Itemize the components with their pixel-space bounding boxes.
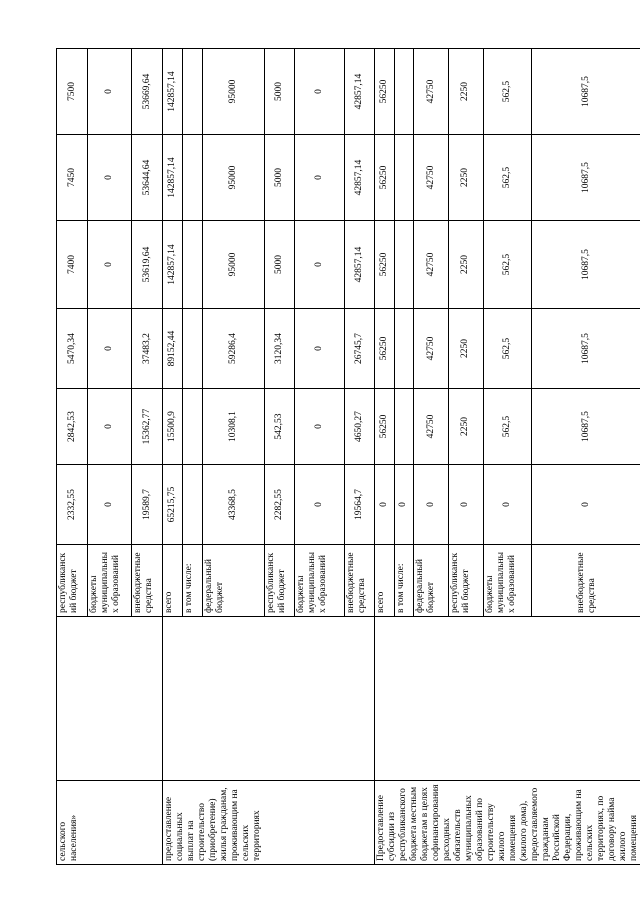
source-cell: в том числе: [394, 545, 414, 617]
value-cell: 89152,44 [163, 309, 183, 389]
value-cell [183, 309, 203, 389]
value-cell: 5470,34 [57, 309, 88, 389]
source-cell: республиканский бюджет [57, 545, 88, 617]
value-cell: 42750 [414, 309, 449, 389]
value-cell: 2842,53 [57, 389, 88, 465]
value-cell: 56250 [375, 135, 395, 221]
source-cell: бюджеты муниципальных образований [88, 545, 132, 617]
value-cell: 7400 [57, 221, 88, 309]
value-cell: 65215,75 [163, 465, 183, 545]
value-cell: 10687,5 [532, 221, 640, 309]
value-cell: 15362,77 [132, 389, 163, 465]
value-cell: 10687,5 [532, 389, 640, 465]
source-cell: внебюджетные средства [345, 545, 375, 617]
value-cell: 2250 [448, 389, 483, 465]
value-cell: 0 [295, 389, 345, 465]
section-name: Предоставление субсидии из республиканского бюджета местным бюджетам в целях софинансирования расходных обязательств муниципальных образований по строительству жилого помещения (жилого дома), предоставляемого гражданам Российской Федерации, проживающим на сельских территориях, по договору найма жилого помещения [375, 781, 640, 865]
value-cell: 0 [88, 309, 132, 389]
value-cell: 562,5 [483, 49, 532, 135]
value-cell: 142857,14 [163, 135, 183, 221]
value-cell: 42857,14 [345, 135, 375, 221]
value-cell: 562,5 [483, 135, 532, 221]
value-cell: 53619,64 [132, 221, 163, 309]
value-cell: 42750 [414, 389, 449, 465]
value-cell: 4650,27 [345, 389, 375, 465]
value-cell: 26745,7 [345, 309, 375, 389]
value-cell [394, 135, 414, 221]
value-cell [394, 309, 414, 389]
value-cell: 56250 [375, 309, 395, 389]
value-cell: 0 [295, 135, 345, 221]
budget-table [56, 48, 640, 865]
value-cell: 0 [532, 465, 640, 545]
value-cell [183, 389, 203, 465]
value-cell: 56250 [375, 389, 395, 465]
value-cell: 0 [295, 309, 345, 389]
value-cell: 0 [295, 221, 345, 309]
value-cell: 2332,55 [57, 465, 88, 545]
value-cell: 5000 [265, 135, 295, 221]
value-cell: 5000 [265, 221, 295, 309]
value-cell: 0 [295, 465, 345, 545]
source-cell: федеральный бюджет [414, 545, 449, 617]
value-cell: 42857,14 [345, 221, 375, 309]
value-cell: 562,5 [483, 221, 532, 309]
section-name: предоставление социальных выплат на строительство (приобретение) жилья гражданам, проживающим на сельских территориях [163, 781, 375, 865]
section-name: сельского населения» [57, 781, 163, 865]
value-cell: 10687,5 [532, 49, 640, 135]
source-cell: всего [375, 545, 395, 617]
value-cell: 10687,5 [532, 135, 640, 221]
value-cell: 0 [295, 49, 345, 135]
value-cell: 43368,5 [203, 465, 265, 545]
value-cell: 10687,5 [532, 309, 640, 389]
value-cell: 53644,64 [132, 135, 163, 221]
value-cell [394, 389, 414, 465]
value-cell: 562,5 [483, 389, 532, 465]
table-row [163, 49, 183, 865]
value-cell: 2282,55 [265, 465, 295, 545]
value-cell: 42750 [414, 221, 449, 309]
value-cell [394, 49, 414, 135]
value-cell: 56250 [375, 221, 395, 309]
source-cell: в том числе: [183, 545, 203, 617]
table-row [375, 49, 395, 865]
blank-cell [375, 617, 640, 781]
value-cell: 37483,2 [132, 309, 163, 389]
value-cell: 56250 [375, 49, 395, 135]
value-cell: 0 [414, 465, 449, 545]
value-cell: 0 [88, 389, 132, 465]
value-cell: 562,5 [483, 309, 532, 389]
value-cell [183, 221, 203, 309]
value-cell: 142857,14 [163, 221, 183, 309]
source-cell: бюджеты муниципальных образований [483, 545, 532, 617]
value-cell: 42750 [414, 135, 449, 221]
value-cell: 0 [375, 465, 395, 545]
source-cell: федеральный бюджет [203, 545, 265, 617]
value-cell: 59286,4 [203, 309, 265, 389]
value-cell: 95000 [203, 221, 265, 309]
value-cell: 15500,9 [163, 389, 183, 465]
value-cell: 95000 [203, 135, 265, 221]
value-cell: 2250 [448, 135, 483, 221]
source-cell: внебюджетные средства [132, 545, 163, 617]
value-cell: 95000 [203, 49, 265, 135]
value-cell: 19589,7 [132, 465, 163, 545]
value-cell: 5000 [265, 49, 295, 135]
value-cell: 0 [394, 465, 414, 545]
value-cell: 0 [88, 221, 132, 309]
source-cell: внебюджетные средства [532, 545, 640, 617]
source-cell: республиканский бюджет [448, 545, 483, 617]
blank-cell [57, 617, 163, 781]
value-cell: 142857,14 [163, 49, 183, 135]
value-cell: 3120,34 [265, 309, 295, 389]
value-cell: 7450 [57, 135, 88, 221]
value-cell: 0 [88, 135, 132, 221]
value-cell: 0 [483, 465, 532, 545]
table-row [57, 49, 88, 865]
value-cell [183, 465, 203, 545]
value-cell: 0 [448, 465, 483, 545]
value-cell [183, 135, 203, 221]
value-cell: 2250 [448, 49, 483, 135]
blank-cell [163, 617, 375, 781]
value-cell [394, 221, 414, 309]
value-cell: 53669,64 [132, 49, 163, 135]
value-cell: 2250 [448, 309, 483, 389]
source-cell: республиканский бюджет [265, 545, 295, 617]
value-cell: 42857,14 [345, 49, 375, 135]
value-cell: 42750 [414, 49, 449, 135]
value-cell: 2250 [448, 221, 483, 309]
value-cell [183, 49, 203, 135]
source-cell: всего [163, 545, 183, 617]
value-cell: 19564,7 [345, 465, 375, 545]
value-cell: 0 [88, 465, 132, 545]
value-cell: 542,53 [265, 389, 295, 465]
source-cell: бюджеты муниципальных образований [295, 545, 345, 617]
value-cell: 10308,1 [203, 389, 265, 465]
value-cell: 7500 [57, 49, 88, 135]
value-cell: 0 [88, 49, 132, 135]
